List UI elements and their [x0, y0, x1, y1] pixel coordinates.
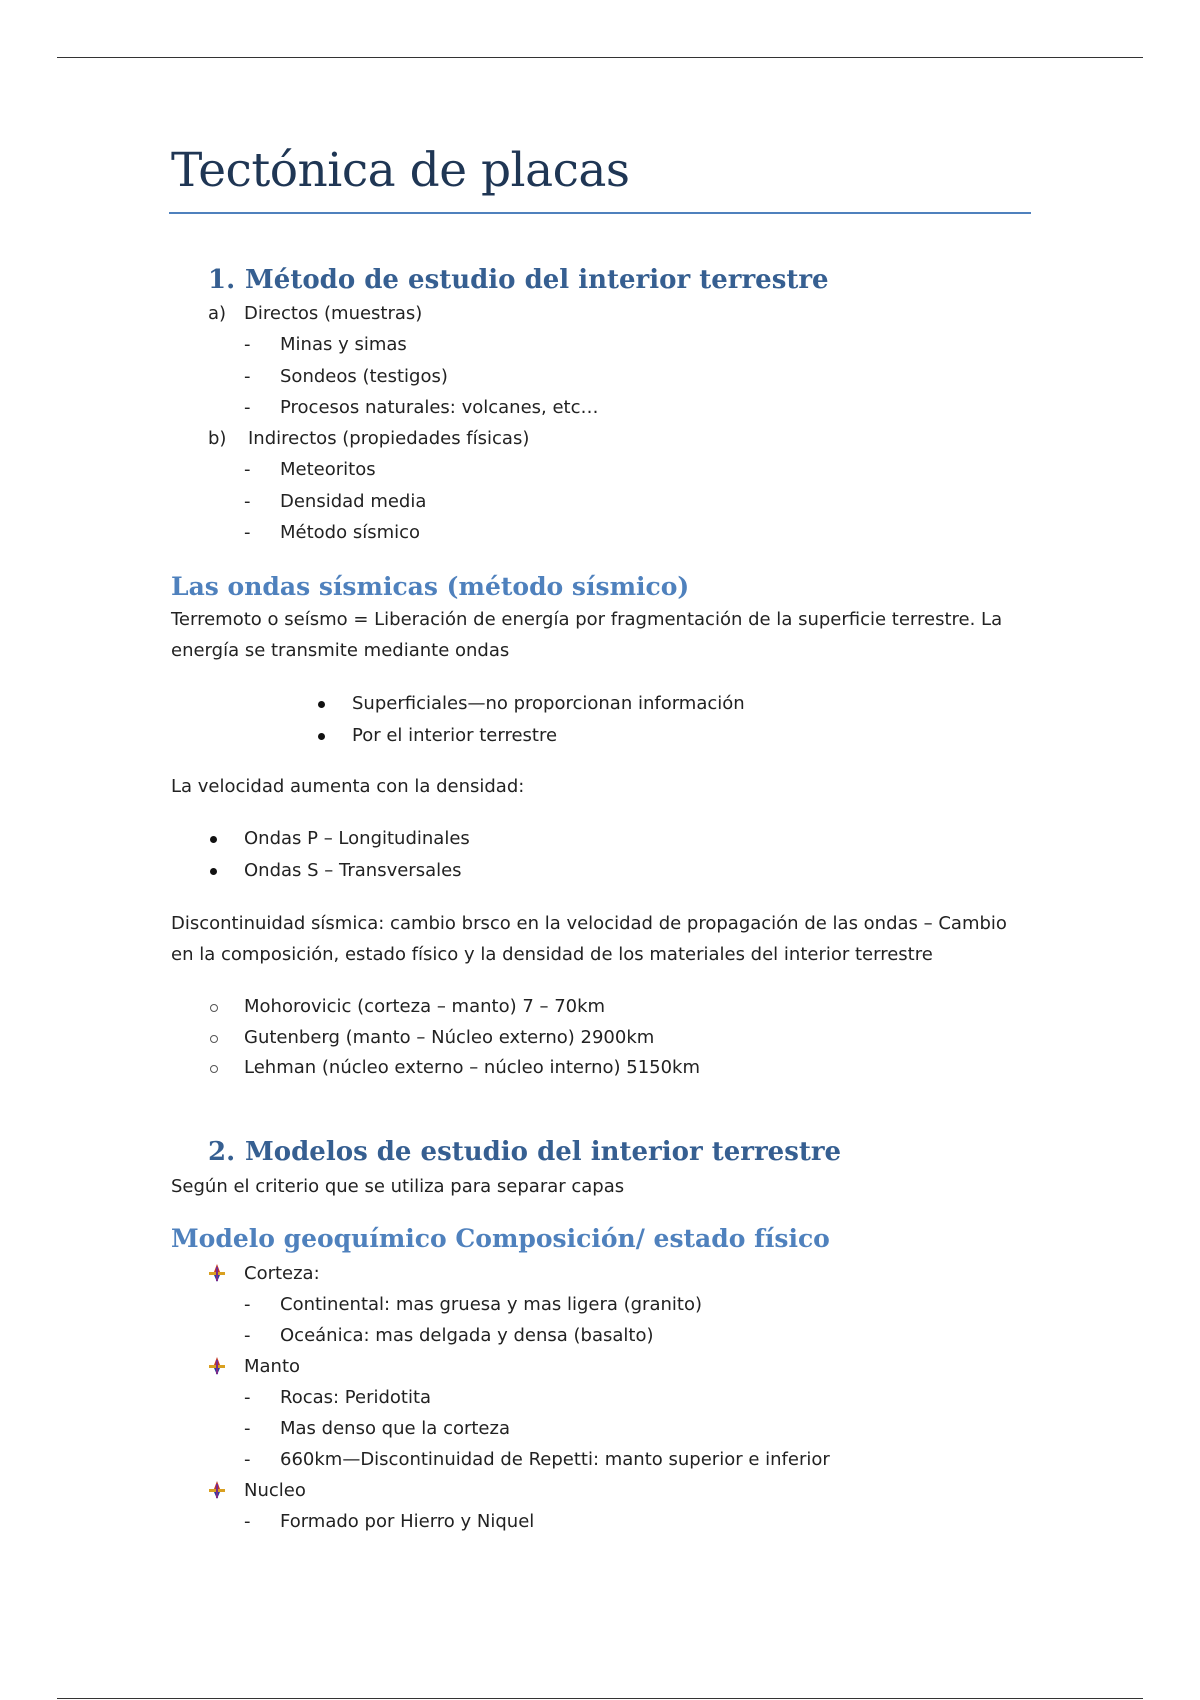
ondas-heading: Las ondas sísmicas (método sísmico)	[171, 572, 690, 601]
layer-name: Manto	[244, 1356, 301, 1377]
indirect-methods-label: Indirectos (propiedades físicas)	[248, 428, 530, 449]
layer-item: Oceánica: mas delgada y densa (basalto)	[280, 1325, 654, 1346]
dash-marker: -	[244, 397, 251, 418]
layer-item: Continental: mas gruesa y mas ligera (granito)	[280, 1294, 702, 1315]
arrow-bullet-icon	[207, 1356, 227, 1376]
discontinuity-item: Gutenberg (manto – Núcleo externo) 2900km	[244, 1027, 655, 1048]
dash-marker: -	[244, 1511, 251, 1532]
arrow-bullet-icon	[207, 1480, 227, 1500]
wave-item: Ondas S – Transversales	[244, 860, 462, 881]
wave-type-item: Superficiales—no proporcionan información	[352, 693, 745, 714]
list-item: Procesos naturales: volcanes, etc…	[280, 397, 599, 418]
discontinuity-paragraph: Discontinuidad sísmica: cambio brsco en la velocidad de propagación de las ondas – Cambio en la composición, estado físico y la densidad de los materiales del interior terrestre	[171, 913, 1007, 965]
section-1-heading	[208, 263, 829, 297]
list-item: Sondeos (testigos)	[280, 366, 448, 387]
title-underline	[169, 212, 1031, 214]
wave-item: Ondas P – Longitudinales	[244, 828, 470, 849]
ondas-intro-paragraph: Terremoto o seísmo = Liberación de energía por fragmentación de la superficie terrestre. La energía se transmite mediante ondas	[171, 609, 1003, 661]
layer-item: Formado por Hierro y Niquel	[280, 1511, 535, 1532]
layer-name: Nucleo	[244, 1480, 306, 1501]
list-item: Meteoritos	[280, 459, 376, 480]
page-bottom-rule	[57, 1698, 1143, 1699]
dash-marker: -	[244, 366, 251, 387]
layer-item: Mas denso que la corteza	[280, 1418, 510, 1439]
dash-marker: -	[244, 459, 251, 480]
dash-marker: -	[244, 522, 251, 543]
circle-bullet	[210, 1035, 218, 1043]
section-2-number: 2.	[208, 1137, 236, 1167]
list-item: Método sísmico	[280, 522, 421, 543]
bullet-dot	[210, 868, 217, 875]
discontinuity-item: Lehman (núcleo externo – núcleo interno) 5150km	[244, 1057, 701, 1078]
section-2-heading	[208, 1135, 841, 1169]
dash-marker: -	[244, 1325, 251, 1346]
bullet-dot	[210, 836, 217, 843]
page-top-rule	[57, 57, 1143, 58]
velocity-text: La velocidad aumenta con la densidad:	[171, 776, 525, 797]
bullet-dot	[318, 733, 325, 740]
list-item: Densidad media	[280, 491, 427, 512]
dash-marker: -	[244, 1294, 251, 1315]
discontinuity-item: Mohorovicic (corteza – manto) 7 – 70km	[244, 996, 606, 1017]
layer-name: Corteza:	[244, 1263, 320, 1284]
layer-item: 660km—Discontinuidad de Repetti: manto superior e inferior	[280, 1449, 830, 1470]
section-1-title: Método de estudio del interior terrestre	[245, 265, 829, 295]
layer-item: Rocas: Peridotita	[280, 1387, 432, 1408]
circle-bullet	[210, 1065, 218, 1073]
section-2-intro: Según el criterio que se utiliza para separar capas	[171, 1176, 625, 1197]
document-title: Tectónica de placas	[171, 143, 630, 198]
dash-marker: -	[244, 1418, 251, 1439]
bullet-dot	[318, 701, 325, 708]
list-marker-b: b)	[208, 428, 227, 449]
dash-marker: -	[244, 1449, 251, 1470]
list-marker-a: a)	[208, 303, 227, 324]
dash-marker: -	[244, 491, 251, 512]
geoquimico-heading: Modelo geoquímico Composición/ estado físico	[171, 1224, 830, 1253]
dash-marker: -	[244, 334, 251, 355]
section-1-number: 1.	[208, 265, 236, 295]
direct-methods-label: Directos (muestras)	[244, 303, 423, 324]
dash-marker: -	[244, 1387, 251, 1408]
section-2-title: Modelos de estudio del interior terrestre	[245, 1137, 842, 1167]
arrow-bullet-icon	[207, 1263, 227, 1283]
circle-bullet	[210, 1004, 218, 1012]
list-item: Minas y simas	[280, 334, 407, 355]
wave-type-item: Por el interior terrestre	[352, 725, 558, 746]
